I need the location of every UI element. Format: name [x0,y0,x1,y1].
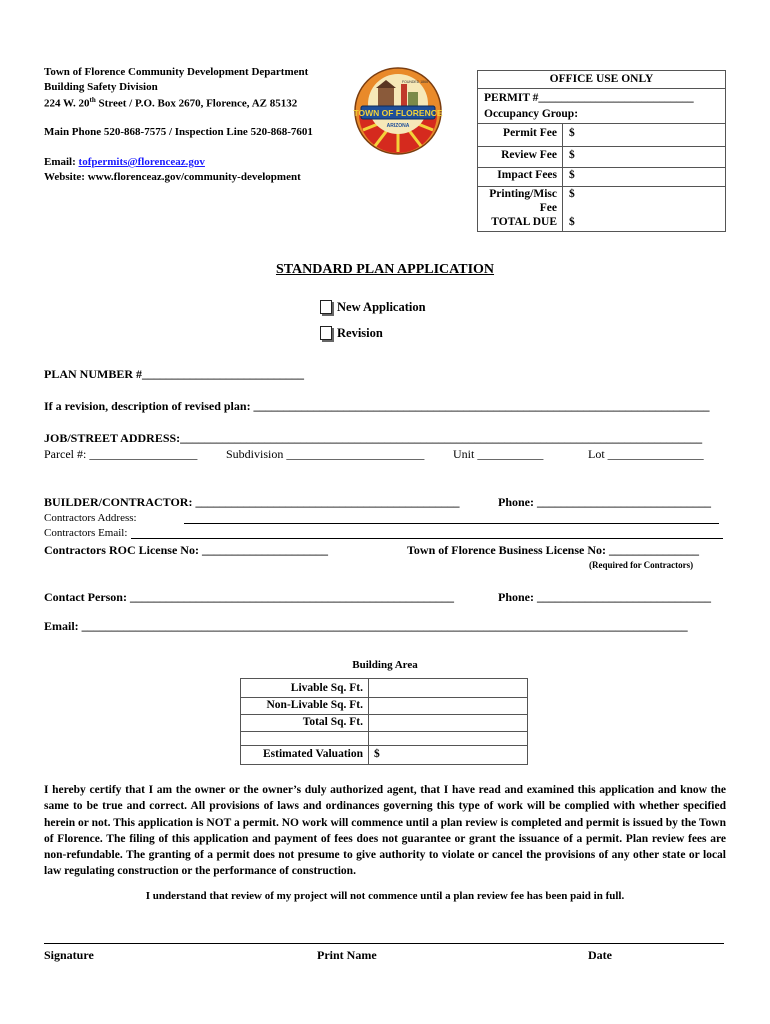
parcel-field[interactable]: Parcel #: __________________ [44,447,198,461]
dept-name: Town of Florence Community Development Department [44,66,309,78]
lot-field[interactable]: Lot ________________ [588,447,704,461]
email-line: Email: tofpermits@florenceaz.gov [44,156,205,168]
builder-phone-field[interactable]: Phone: _____________________________ [498,495,711,509]
contractor-email-line[interactable] [131,538,723,539]
review-fee-statement: I understand that review of my project will not commence until a plan review fee has been paid in full. [145,890,625,902]
job-address-field[interactable]: JOB/STREET ADDRESS:_______________________________________________________________________________________ [44,431,703,445]
date-label: Date [588,948,612,962]
town-seal-logo [353,66,443,156]
certification-paragraph: I hereby certify that I am the owner or the owner’s duly authorized agent, that I have read and examined this application and know the same to be true and correct. All provisions of laws and ordinances governing this type of work will be complied with whether specified herein or not. This application is NOT a permit. NO work will commence until a plan review is completed and permit is issued by the Town of Florence. The filing of this application and payment of fees does not guarantee or grant the issuance of a permit. Plan review fees are non-refundable. The granting of a permit does not presume to give authority to violate or cancel the provisions of any other state or local law regulating construction or the performance of construction. [44,784,726,878]
permit-fee-value: $ [569,127,575,139]
nonlivable-sqft-label: Non-Livable Sq. Ft. [266,699,363,711]
revision-checkbox[interactable] [320,326,332,340]
required-note: (Required for Contractors) [589,560,694,570]
signature-label: Signature [44,948,94,962]
permit-fee-label: Permit Fee [503,127,557,139]
office-use-box [477,70,726,232]
total-sqft-label: Total Sq. Ft. [302,716,363,728]
total-due-label: TOTAL DUE [491,216,557,228]
review-fee-label: Review Fee [501,149,557,161]
contact-person-field[interactable]: Contact Person: ______________________________________________________ [44,590,454,604]
logo-state-text: ARIZONA [386,123,410,129]
impact-fees-label: Impact Fees [497,169,557,181]
builder-contractor-field[interactable]: BUILDER/CONTRACTOR: ____________________________________________ [44,495,460,509]
printing-misc-label: Printing/Misc [489,188,557,200]
logo-banner-text: TOWN OF FLORENCE [353,108,443,118]
contractor-email-label: Contractors Email: [44,527,128,539]
building-area-table [240,678,528,765]
unit-field[interactable]: Unit ___________ [453,447,544,461]
signature-line[interactable] [44,943,724,944]
phone-numbers: Main Phone 520-868-7575 / Inspection Line 520-868-7601 [44,126,313,138]
roc-license-field[interactable]: Contractors ROC License No: _____________________ [44,543,328,557]
new-application-checkbox[interactable] [320,300,332,314]
plan-number-field[interactable]: PLAN NUMBER #___________________________ [44,367,304,381]
printing-misc-label-fee: Fee [539,202,557,214]
total-due-value: $ [569,216,575,228]
contractor-address-label: Contractors Address: [44,512,137,524]
business-license-field[interactable]: Town of Florence Business License No: _______________ [407,543,700,557]
revision-label: Revision [337,326,383,340]
estimated-valuation-value[interactable]: $ [374,748,380,760]
subdivision-field[interactable]: Subdivision _______________________ [226,447,425,461]
office-occupancy-field: Occupancy Group: [484,108,579,120]
division-name: Building Safety Division [44,81,158,93]
estimated-valuation-label: Estimated Valuation [262,748,363,760]
email-link[interactable]: tofpermits@florenceaz.gov [78,156,205,168]
contractor-address-line[interactable] [184,523,719,524]
print-name-label: Print Name [317,948,377,962]
new-application-label: New Application [337,300,426,314]
email-field[interactable]: Email: _____________________________________________________________________________________________________ [44,619,688,633]
impact-fees-value: $ [569,169,575,181]
office-permit-field: PERMIT #___________________________ [484,92,694,104]
review-fee-value: $ [569,149,575,161]
form-title: STANDARD PLAN APPLICATION [275,262,495,277]
address: 224 W. 20th Street / P.O. Box 2670, Florence, AZ 85132 [44,96,298,110]
revision-description-field[interactable]: If a revision, description of revised plan: ____________________________________________________________________________ [44,399,710,413]
logo-small-text: FOUNDED 1866 [401,80,429,84]
office-use-title: OFFICE USE ONLY [478,71,725,89]
website: Website: www.florenceaz.gov/community-development [44,171,301,183]
livable-sqft-label: Livable Sq. Ft. [290,682,363,694]
building-area-title: Building Area [352,659,418,671]
printing-misc-value: $ [569,188,575,200]
contact-phone-field[interactable]: Phone: _____________________________ [498,590,711,604]
